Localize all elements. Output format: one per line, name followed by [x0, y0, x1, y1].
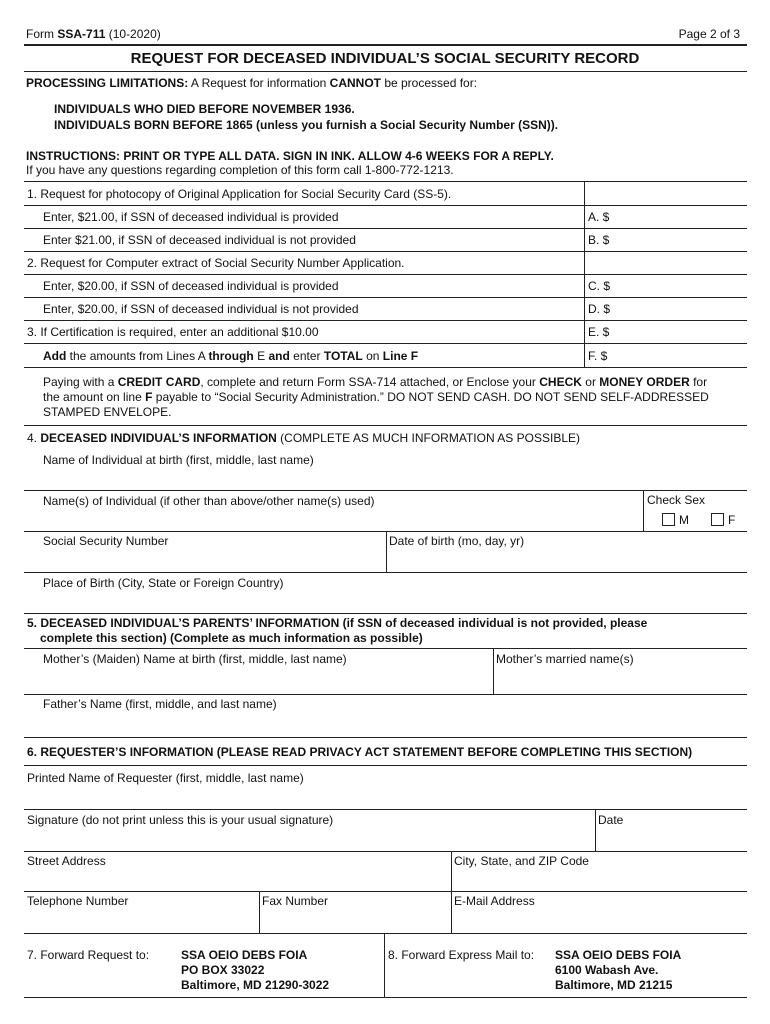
section5-rule: [24, 694, 747, 695]
place-of-birth-label: Place of Birth (City, State or Foreign Country): [43, 576, 284, 590]
mother-maiden-label: Mother’s (Maiden) Name at birth (first, middle, last name): [43, 652, 347, 666]
other-names-label: Name(s) of Individual (if other than above/other name(s) used): [43, 494, 375, 508]
signature-label: Signature (do not print unless this is your usual signature): [27, 813, 334, 827]
payment-text: , complete and return Form SSA-714 attached, or Enclose your: [200, 375, 536, 389]
limitations-cannot: CANNOT: [329, 76, 381, 90]
limitations-label: PROCESSING LIMITATIONS:: [26, 76, 189, 90]
total-add: Add: [43, 349, 67, 363]
street-field[interactable]: [26, 870, 448, 890]
fee-label-d: D. $: [588, 302, 611, 316]
form-id: SSA-711: [57, 27, 106, 41]
ssn-label: Social Security Number: [43, 534, 169, 548]
payment-text: or: [585, 375, 596, 389]
fees-rule: [24, 251, 747, 252]
section4-note: (COMPLETE AS MUCH INFORMATION AS POSSIBLE): [280, 431, 580, 445]
date-label: Date: [598, 813, 624, 827]
fee-row-3: 3. If Certification is required, enter an additional $10.00: [27, 325, 319, 339]
dob-field[interactable]: [388, 550, 746, 570]
section6-rule: [24, 891, 747, 892]
fee-input-a[interactable]: [616, 206, 746, 228]
sex-f-option[interactable]: [711, 513, 735, 527]
payment-line-2: [43, 390, 709, 404]
other-names-field[interactable]: [40, 510, 640, 530]
sex-m-option[interactable]: [662, 513, 689, 527]
forward-request-line-1: SSA OEIO DEBS FOIA: [181, 948, 308, 962]
fee-input-e[interactable]: [616, 321, 746, 343]
section6-rule: [24, 851, 747, 852]
fee-row-2: 2. Request for Computer extract of Social Security Number Application.: [27, 256, 405, 270]
signature-field[interactable]: [26, 829, 592, 849]
payment-line-1: [43, 375, 707, 389]
section4-rule: [24, 490, 747, 491]
total-text: E: [257, 349, 266, 363]
total-line-f: Line F: [382, 349, 419, 363]
mail-divider: [384, 933, 385, 997]
sex-m-checkbox[interactable]: [662, 513, 675, 526]
forward-request-line-2: PO BOX 33022: [181, 963, 265, 977]
payment-text: the amount on line: [43, 390, 142, 404]
page-title: REQUEST FOR DECEASED INDIVIDUAL’S SOCIAL SECURITY RECORD: [130, 50, 640, 67]
payment-credit-card: CREDIT CARD: [117, 375, 201, 389]
header-rule: [24, 44, 747, 46]
section5-heading-1: 5. DECEASED INDIVIDUAL’S PARENTS’ INFORMATION (if SSN of deceased individual is not provided, please: [27, 616, 648, 630]
payment-line-3: STAMPED ENVELOPE.: [43, 405, 172, 419]
city-divider: [451, 851, 452, 933]
fee-input-b[interactable]: [616, 229, 746, 251]
limitation-item-1: INDIVIDUALS WHO DIED BEFORE NOVEMBER 1936.: [54, 102, 355, 116]
section5-rule: [24, 613, 747, 614]
section4-number: 4.: [27, 431, 38, 445]
form-date: (10-2020): [108, 27, 161, 41]
payment-text: Paying with a: [43, 375, 115, 389]
fee-input-f[interactable]: [616, 344, 746, 366]
fee-row-b: Enter $21.00, if SSN of deceased individual is not provided: [43, 233, 356, 247]
payment-line-f: F: [145, 390, 153, 404]
payment-text: for: [693, 375, 708, 389]
total-text: enter: [293, 349, 321, 363]
fax-field[interactable]: [262, 910, 448, 930]
processing-limitations: [26, 76, 477, 90]
fee-label-a: A. $: [588, 210, 610, 224]
section4-heading: [27, 431, 580, 445]
fax-label: Fax Number: [262, 894, 329, 908]
fee-input-d[interactable]: [616, 298, 746, 320]
sex-f-label: F: [728, 513, 736, 527]
check-sex-label: Check Sex: [647, 493, 706, 507]
mother-married-field[interactable]: [496, 668, 746, 692]
express-mail-label: 8. Forward Express Mail to:: [388, 948, 535, 962]
requester-name-label: Printed Name of Requester (first, middle, last name): [27, 771, 304, 785]
fee-label-c: C. $: [588, 279, 611, 293]
section4-rule: [24, 425, 747, 426]
form-prefix: Form: [26, 27, 54, 41]
instructions-heading: INSTRUCTIONS: PRINT OR TYPE ALL DATA. SIGN IN INK. ALLOW 4-6 WEEKS FOR A REPLY.: [26, 149, 554, 163]
fee-row-c: Enter, $20.00, if SSN of deceased individual is provided: [43, 279, 339, 293]
forward-request-line-3: Baltimore, MD 21290-3022: [181, 978, 330, 992]
place-of-birth-field[interactable]: [40, 592, 746, 612]
phone-label: Telephone Number: [27, 894, 129, 908]
total-and: and: [268, 349, 290, 363]
father-name-label: Father’s Name (first, middle, and last name): [43, 697, 277, 711]
limitations-text-after: be processed for:: [384, 76, 478, 90]
city-label: City, State, and ZIP Code: [454, 854, 589, 868]
footer-rule: [24, 997, 747, 998]
express-mail-line-1: SSA OEIO DEBS FOIA: [555, 948, 682, 962]
express-mail-line-3: Baltimore, MD 21215: [555, 978, 673, 992]
mother-maiden-field[interactable]: [40, 668, 490, 692]
date-field[interactable]: [598, 829, 746, 849]
mother-divider: [493, 648, 494, 694]
fee-label-e: E. $: [588, 325, 610, 339]
section4-title: DECEASED INDIVIDUAL’S INFORMATION: [40, 431, 277, 445]
section6-rule: [24, 765, 747, 766]
fee-label-b: B. $: [588, 233, 610, 247]
section4-rule: [24, 572, 747, 573]
limitation-item-2: INDIVIDUALS BORN BEFORE 1865 (unless you furnish a Social Security Number (SSN)).: [54, 118, 559, 132]
title-rule: [24, 71, 747, 72]
total-text: the amounts from Lines A: [69, 349, 206, 363]
fee-total-row: [43, 349, 418, 363]
section5-heading-2: complete this section) (Complete as much information as possible): [40, 631, 423, 645]
express-mail-line-2: 6100 Wabash Ave.: [555, 963, 659, 977]
section6-heading: 6. REQUESTER’S INFORMATION (PLEASE READ PRIVACY ACT STATEMENT BEFORE COMPLETING THIS SECTION): [27, 745, 693, 759]
mother-married-label: Mother’s married name(s): [496, 652, 634, 666]
sex-f-checkbox[interactable]: [711, 513, 724, 526]
fees-rule-top: [24, 181, 747, 182]
payment-money-order: MONEY ORDER: [599, 375, 690, 389]
dob-label: Date of birth (mo, day, yr): [389, 534, 525, 548]
form-number: [26, 27, 161, 41]
fee-input-c[interactable]: [616, 275, 746, 297]
dob-divider: [386, 531, 387, 572]
total-text: on: [366, 349, 380, 363]
sex-divider: [643, 490, 644, 531]
total-through: through: [208, 349, 254, 363]
street-label: Street Address: [27, 854, 106, 868]
payment-text: payable to “Social Security Administration.” DO NOT SEND CASH. DO NOT SEND SELF-ADDRESSED: [155, 390, 709, 404]
city-field[interactable]: [454, 870, 746, 890]
phone-field[interactable]: [26, 910, 256, 930]
requester-name-field[interactable]: [26, 787, 746, 807]
ssn-field[interactable]: [40, 550, 382, 570]
total-total: TOTAL: [323, 349, 363, 363]
section5-rule: [24, 648, 747, 649]
email-field[interactable]: [454, 910, 746, 930]
email-label: E-Mail Address: [454, 894, 535, 908]
forward-request-label: 7. Forward Request to:: [27, 948, 150, 962]
date-divider: [595, 809, 596, 851]
fee-label-f: F. $: [588, 349, 608, 363]
father-name-field[interactable]: [40, 713, 746, 733]
section6-rule: [24, 809, 747, 810]
fees-rule: [24, 367, 747, 368]
payment-check: CHECK: [539, 375, 582, 389]
name-at-birth-field[interactable]: [40, 469, 746, 489]
instructions-questions: If you have any questions regarding completion of this form call 1-800-772-1213.: [26, 163, 454, 177]
sex-m-label: M: [679, 513, 689, 527]
limitations-text: A Request for information: [190, 76, 327, 90]
page-number: Page 2 of 3: [678, 27, 740, 41]
fee-row-d: Enter, $20.00, if SSN of deceased individual is not provided: [43, 302, 359, 316]
name-at-birth-label: Name of Individual at birth (first, middle, last name): [43, 453, 314, 467]
fee-row-1: 1. Request for photocopy of Original Application for Social Security Card (SS-5).: [27, 187, 452, 201]
fee-row-a: Enter, $21.00, if SSN of deceased individual is provided: [43, 210, 339, 224]
fax-divider: [259, 891, 260, 933]
section6-rule: [24, 933, 747, 934]
section6-rule: [24, 737, 747, 738]
